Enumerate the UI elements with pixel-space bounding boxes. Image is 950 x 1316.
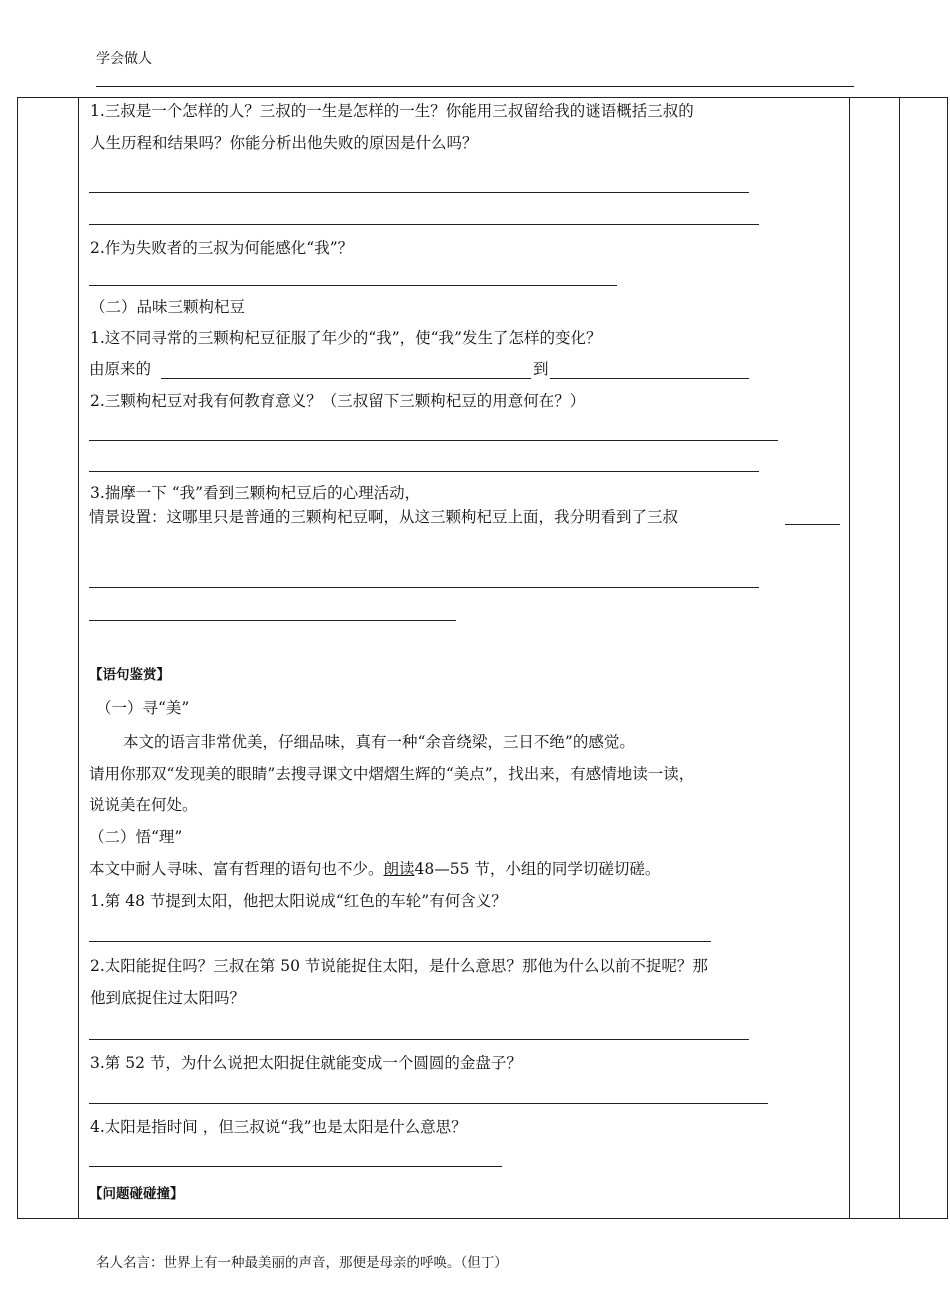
question-text: 3.揣摩一下 “我”看到三颗枸杞豆后的心理活动， [90,484,421,502]
question-text: 4.太阳是指时间 ，但三叔说“我”也是太阳是什么意思？ [90,1118,467,1136]
header-divider [96,86,854,87]
answer-line[interactable] [89,471,759,472]
footer-quote: 名人名言：世界上有一种最美丽的声音，那便是母亲的呼唤。（但丁） [96,1255,508,1271]
answer-blank-to[interactable] [550,378,749,379]
table-border-right [947,97,948,1218]
fill-in-from-label: 由原来的 [89,360,152,378]
table-column-divider [899,97,900,1218]
answer-line[interactable] [89,941,711,942]
table-border-left [17,97,18,1218]
paragraph-text: 本文中耐人寻味、富有哲理的语句也不少。朗读48—55 节，小组的同学切磋切磋。 [89,860,661,878]
answer-line[interactable] [89,1103,768,1104]
table-column-divider [78,97,79,1218]
paragraph-text: 请用你那双“发现美的眼睛”去搜寻课文中熠熠生辉的“美点”，找出来，有感情地读一读， [89,765,695,783]
section-heading: 【问题碰碰撞】 [89,1186,184,1202]
answer-line[interactable] [89,285,617,286]
question-text: 1.这不同寻常的三颗枸杞豆征服了年少的“我”，使“我”发生了怎样的变化？ [90,329,602,347]
paragraph-text: 本文的语言非常优美，仔细品味，真有一种“余音绕梁，三日不绝”的感觉。 [123,733,635,751]
answer-line[interactable] [89,1039,749,1040]
question-text: 2.太阳能捉住吗？三叔在第 50 节说能捉住太阳，是什么意思？那他为什么以前不捉呢？那 [90,957,708,975]
question-text: 3.第 52 节，为什么说把太阳捉住就能变成一个圆圆的金盘子？ [90,1054,522,1072]
answer-line[interactable] [89,620,456,621]
subsection-title: （一）寻“美” [96,699,190,717]
answer-blank-from[interactable] [161,378,531,379]
link-read-aloud: 朗读 [383,860,415,878]
fill-in-to-label: 到 [533,360,549,378]
subsection-title: （二）悟“理” [89,828,183,846]
section-title: （二）品味三颗枸杞豆 [90,298,246,316]
worksheet-table [17,97,948,1219]
question-text: 1.第 48 节提到太阳，他把太阳说成“红色的车轮”有何含义？ [90,892,507,910]
scenario-text: 情景设置：这哪里只是普通的三颗枸杞豆啊，从这三颗枸杞豆上面，我分明看到了三叔 [89,508,679,526]
question-text: 2.三颗枸杞豆对我有何教育意义？（三叔留下三颗枸杞豆的用意何在？） [90,392,586,410]
question-text: 1.三叔是一个怎样的人？三叔的一生是怎样的一生？你能用三叔留给我的谜语概括三叔的 [90,102,694,120]
answer-line[interactable] [89,587,759,588]
answer-line[interactable] [89,192,749,193]
answer-blank-scenario[interactable] [785,524,840,525]
answer-line[interactable] [89,224,759,225]
answer-line[interactable] [89,440,778,441]
question-text: 他到底捉住过太阳吗？ [90,989,246,1007]
answer-line[interactable] [89,1166,502,1167]
table-column-divider [849,97,850,1218]
paragraph-text: 说说美在何处。 [89,796,198,814]
question-text: 人生历程和结果吗？你能分析出他失败的原因是什么吗？ [90,134,478,152]
question-text: 2.作为失败者的三叔为何能感化“我”？ [90,239,354,257]
header-title: 学会做人 [96,51,152,67]
section-heading: 【语句鉴赏】 [89,667,170,683]
